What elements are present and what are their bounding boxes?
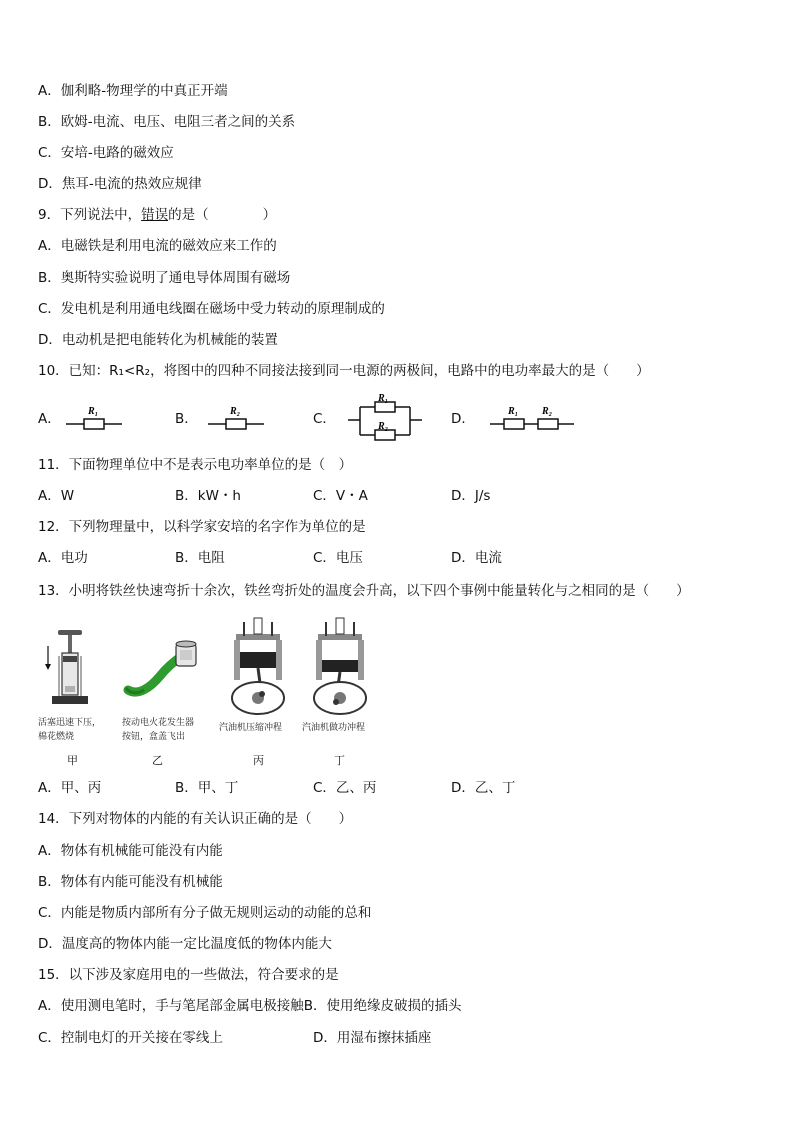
- q8-option-b: B．欧姆-电流、电压、电阻三者之间的关系: [38, 114, 296, 130]
- tag-ding: 丁: [334, 754, 345, 767]
- q11-option-b: B．kW・h: [175, 488, 241, 504]
- q10-option-b-label: B．: [175, 411, 198, 427]
- q10-circuit-d-series: [488, 402, 578, 432]
- caption-yi-line1: 按动电火花发生器: [122, 718, 195, 728]
- q8-option-c: C．安培-电路的磁效应: [38, 145, 174, 161]
- q14-option-d: D．温度高的物体内能一定比温度低的物体内能大: [38, 936, 332, 952]
- q11-stem: 11．下面物理单位中不是表示电功率单位的是（ ）: [38, 457, 353, 473]
- q9-option-c: C．发电机是利用通电线圈在磁场中受力转动的原理制成的: [38, 301, 385, 317]
- q13-option-c: C．乙、丙: [313, 780, 377, 796]
- tag-yi: 乙: [152, 754, 163, 767]
- q9-option-b: B．奥斯特实验说明了通电导体周围有磁场: [38, 270, 291, 286]
- tag-bing: 丙: [253, 754, 264, 767]
- q10-d-r2-label: R₂: [542, 406, 553, 417]
- q10-circuit-a: [64, 402, 126, 432]
- tag-jia: 甲: [67, 754, 78, 767]
- caption-bing: 汽油机压缩冲程: [219, 723, 283, 733]
- q11-option-a: A．W: [38, 488, 75, 504]
- q9-stem: [38, 206, 276, 224]
- q10-stem: 10．已知：R₁<R₂，将图中的四种不同接法接到同一电源的两极间，电路中的电功率最大的是（ ）: [38, 363, 650, 379]
- caption-yi-line2: 按钮，盒盖飞出: [122, 732, 186, 742]
- q14-option-b: B．物体有内能可能没有机械能: [38, 874, 223, 890]
- q10-option-c-label: C．: [313, 411, 336, 427]
- q9-stem-pre: 9．下列说法中，: [38, 207, 142, 223]
- caption-ding: 汽油机做功冲程: [302, 723, 366, 733]
- q13-option-a: A．甲、丙: [38, 780, 102, 796]
- q10-circuit-c-parallel: [346, 393, 424, 443]
- q14-option-a: A．物体有机械能可能没有内能: [38, 843, 223, 859]
- q13-option-d: D．乙、丁: [451, 780, 516, 796]
- q9-stem-post: 的是（ ）: [168, 207, 277, 223]
- q10-option-d-label: D．: [451, 411, 475, 427]
- q8-option-d: D．焦耳-电流的热效应规律: [38, 176, 202, 192]
- q13-stem: 13．小明将铁丝快速弯折十余次，铁丝弯折处的温度会升高，以下四个事例中能量转化与之相同的是（ ）: [38, 583, 690, 599]
- q9-stem-emphasis: 错误: [141, 207, 169, 223]
- q15-option-ab: A．使用测电笔时，手与笔尾部金属电极接触B．使用绝缘皮破损的插头: [38, 998, 462, 1014]
- piston-compression-image: [40, 626, 102, 712]
- q10-option-a-label: A．: [38, 411, 61, 427]
- q11-option-c: C．V・A: [313, 488, 368, 504]
- q12-stem: 12．下列物理量中，以科学家安培的名字作为单位的是: [38, 519, 366, 535]
- engine-compression-stroke-image: [220, 614, 296, 718]
- q10-c-r1-label: R₁: [378, 393, 389, 404]
- q10-b-r2-label: R₂: [230, 406, 241, 417]
- q11-option-d: D．J/s: [451, 488, 491, 504]
- q12-option-b: B．电阻: [175, 550, 225, 566]
- q14-stem: 14．下列对物体的内能的有关认识正确的是（ ）: [38, 811, 353, 827]
- engine-power-stroke-image: [302, 614, 378, 718]
- q10-c-r2-label: R₂: [378, 421, 389, 432]
- q15-stem: 15．以下涉及家庭用电的一些做法，符合要求的是: [38, 967, 339, 983]
- q15-option-c: C．控制电灯的开关接在零线上: [38, 1030, 223, 1046]
- q9-option-a: A．电磁铁是利用电流的磁效应来工作的: [38, 238, 277, 254]
- q10-d-r1-label: R₁: [508, 406, 519, 417]
- caption-jia-line1: 活塞迅速下压，: [38, 718, 102, 728]
- q12-option-d: D．电流: [451, 550, 502, 566]
- q13-option-b: B．甲、丁: [175, 780, 239, 796]
- q10-a-r1-label: R₁: [88, 406, 99, 417]
- q9-option-d: D．电动机是把电能转化为机械能的装置: [38, 332, 278, 348]
- q12-option-c: C．电压: [313, 550, 363, 566]
- caption-jia-line2: 棉花燃烧: [38, 732, 75, 742]
- q15-option-d: D．用湿布擦抹插座: [313, 1030, 432, 1046]
- q12-option-a: A．电功: [38, 550, 88, 566]
- q14-option-c: C．内能是物质内部所有分子做无规则运动的动能的总和: [38, 905, 372, 921]
- spark-generator-image: [120, 636, 204, 700]
- q10-circuit-b: [206, 402, 268, 432]
- q8-option-a: A．伽利略-物理学的中真正开端: [38, 83, 228, 99]
